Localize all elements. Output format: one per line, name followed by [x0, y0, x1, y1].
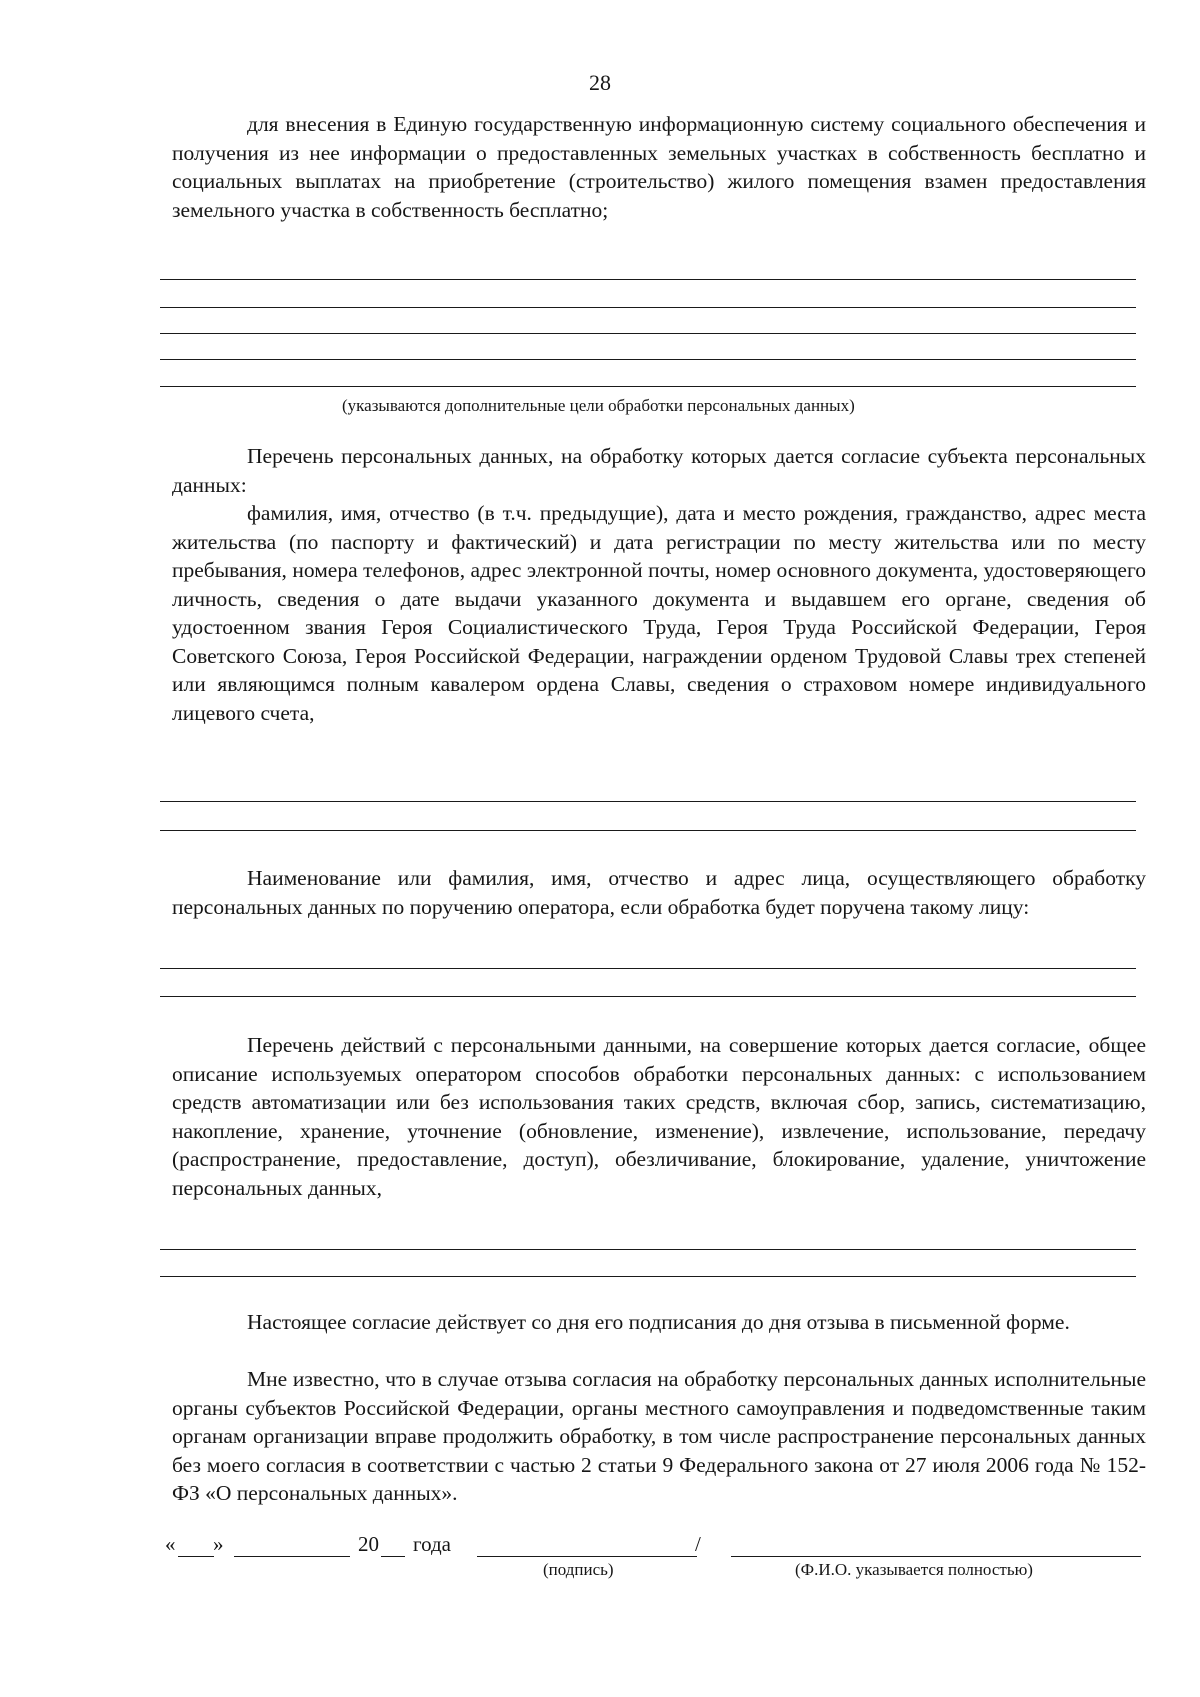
data-list-extra-line-1[interactable] [160, 801, 1136, 802]
date-month-field[interactable] [234, 1556, 350, 1557]
data-list-intro-paragraph: Перечень персональных данных, на обработку которых дается согласие субъекта персональных данных: [172, 444, 1146, 497]
actions-extra-line-1[interactable] [160, 1249, 1136, 1250]
processor-line-1[interactable] [160, 968, 1136, 969]
additional-purpose-line-3[interactable] [160, 333, 1136, 334]
withdrawal-notice-paragraph: Мне известно, что в случае отзыва согласия на обработку персональных данных исполнительные органы субъектов Российской Федерации, органы местного самоуправления и подведомственные таким органам организации вправе продолжить обработку, в том числе распространение персональных данных без моего согласия в соответствии с частью 2 статьи 9 Федерального закона от 27 июля 2006 года № 152-ФЗ «О персональных данных». [172, 1367, 1146, 1505]
additional-purpose-line-4[interactable] [160, 359, 1136, 360]
year-prefix: 20 [358, 1532, 379, 1556]
data-list-paragraph: фамилия, имя, отчество (в т.ч. предыдущие), дата и место рождения, гражданство, адрес места жительства (по паспорту и фактический) и дата регистрации по месту жительства или по месту пребывания, номера телефонов, адрес электронной почты, номер основного документа, удостоверяющего личность, сведения о дате выдачи указанного документа и выдавшем его органе, сведения об удостоенном звания Героя Социалистического Труда, Героя Труда Российской Федерации, Героя Советского Союза, Героя Российской Федерации, награждении орденом Трудовой Славы трех степеней или являющимся полным кавалером ордена Славы, сведения о страховом номере индивидуального лицевого счета, [172, 501, 1146, 725]
date-close-quote: » [213, 1532, 224, 1556]
date-day-field[interactable] [178, 1556, 214, 1557]
date-open-quote: « [165, 1532, 176, 1556]
additional-purposes-caption: (указываются дополнительные цели обработки персональных данных) [342, 396, 855, 415]
page-number: 28 [589, 70, 611, 95]
year-word: года [413, 1532, 451, 1556]
actions-list-paragraph: Перечень действий с персональными данными, на совершение которых дается согласие, общее описание используемых оператором способов обработки персональных данных: с использованием средств автоматизации или без использования таких средств, включая сбор, запись, систематизацию, накопление, хранение, уточнение (обновление, изменение), извлечение, использование, передачу (распространение, предоставление, доступ), обезличивание, блокирование, удаление, уничтожение персональных данных, [172, 1033, 1146, 1200]
signature-slash: / [695, 1532, 701, 1556]
date-year-field[interactable] [381, 1556, 405, 1557]
additional-purpose-line-1[interactable] [160, 279, 1136, 280]
full-name-caption: (Ф.И.О. указывается полностью) [795, 1560, 1033, 1579]
signature-field[interactable] [477, 1556, 697, 1557]
additional-purpose-line-2[interactable] [160, 307, 1136, 308]
processor-line-2[interactable] [160, 996, 1136, 997]
additional-purpose-line-5[interactable] [160, 386, 1136, 387]
full-name-field[interactable] [731, 1556, 1141, 1557]
actions-extra-line-2[interactable] [160, 1276, 1136, 1277]
data-list-extra-line-2[interactable] [160, 830, 1136, 831]
validity-paragraph: Настоящее согласие действует со дня его подписания до дня отзыва в письменной форме. [247, 1310, 1070, 1334]
purpose-continuation-paragraph: для внесения в Единую государственную информационную систему социального обеспечения и получения из нее информации о предоставленных земельных участках в собственность бесплатно и социальных выплатах на приобретение (строительство) жилого помещения взамен предоставления земельного участка в собственность бесплатно; [172, 112, 1146, 222]
signature-caption: (подпись) [543, 1560, 614, 1579]
processor-info-paragraph: Наименование или фамилия, имя, отчество и адрес лица, осуществляющего обработку персональных данных по поручению оператора, если обработка будет поручена такому лицу: [172, 866, 1146, 919]
